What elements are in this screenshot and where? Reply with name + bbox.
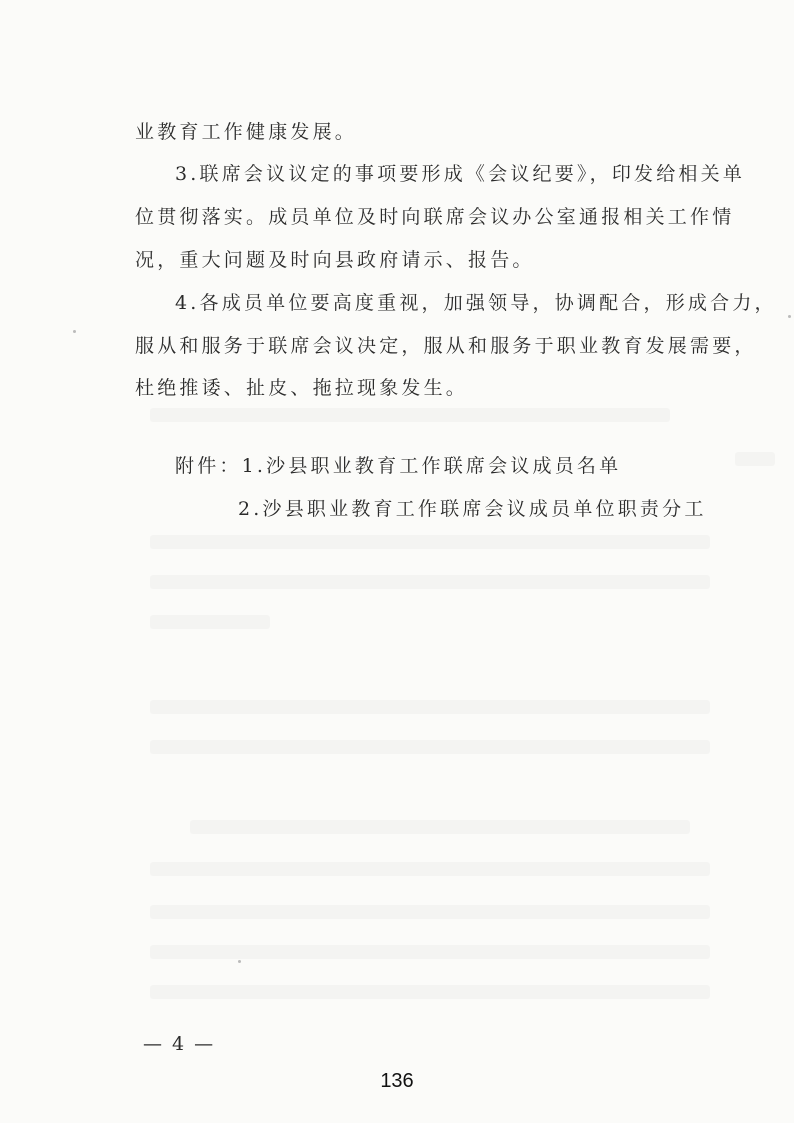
bleed-through-mark (150, 985, 710, 999)
bleed-through-mark (150, 615, 270, 629)
bleed-through-mark (150, 945, 710, 959)
bleed-through-mark (190, 820, 690, 834)
scan-speck (788, 315, 791, 318)
body-text-line: 服从和服务于联席会议决定，服从和服务于职业教育发展需要， (135, 335, 757, 357)
scan-speck (73, 330, 76, 333)
bleed-through-mark (150, 700, 710, 714)
bleed-through-mark (150, 862, 710, 876)
body-text-line: 业教育工作健康发展。 (135, 121, 358, 143)
body-text-line: 杜绝推诿、扯皮、拖拉现象发生。 (135, 377, 469, 399)
attachment-item: 2.沙县职业教育工作联席会议成员单位职责分工 (238, 498, 707, 520)
page-label: — 4 — (143, 1033, 216, 1055)
bleed-through-mark (150, 740, 710, 754)
bleed-through-mark (735, 452, 775, 466)
body-text-line: 况，重大问题及时向县政府请示、报告。 (135, 249, 535, 271)
body-text-line: 3.联席会议议定的事项要形成《会议纪要》，印发给相关单 (175, 163, 746, 185)
document-page-number: 136 (380, 1070, 414, 1092)
body-text-line: 4.各成员单位要高度重视，加强领导，协调配合，形成合力， (175, 292, 777, 314)
scan-speck (238, 960, 241, 963)
attachment-item: 附件：1.沙县职业教育工作联席会议成员名单 (175, 455, 622, 477)
bleed-through-mark (150, 408, 670, 422)
bleed-through-mark (150, 905, 710, 919)
body-text-line: 位贯彻落实。成员单位及时向联席会议办公室通报相关工作情 (135, 206, 735, 228)
bleed-through-mark (150, 535, 710, 549)
bleed-through-mark (150, 575, 710, 589)
